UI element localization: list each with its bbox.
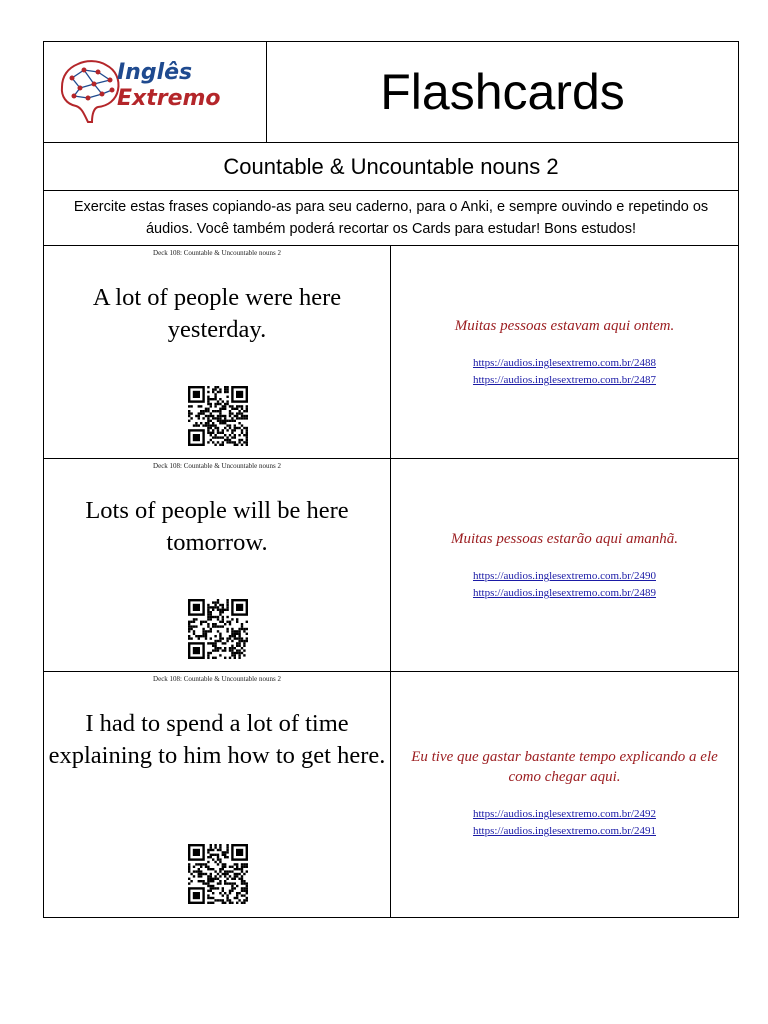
deck-label: Deck 108: Countable & Uncountable nouns 2 (153, 675, 281, 683)
header (44, 42, 738, 143)
audio-link[interactable]: https://audios.inglesextremo.com.br/2491 (472, 825, 656, 837)
logo (44, 42, 267, 142)
brain-network-icon (58, 54, 122, 130)
audio-link[interactable]: https://audios.inglesextremo.com.br/2489 (472, 587, 656, 599)
card-front (44, 672, 391, 917)
audio-link[interactable]: https://audios.inglesextremo.com.br/2488 (472, 357, 656, 369)
instructions: Exercite estas frases copiando-as para seu caderno, para o Anki, e sempre ouvindo e repetindo os áudios. Você também poderá recortar os Cards para estudar! Bons estudos! (44, 191, 738, 246)
english-sentence: A lot of people were here yesterday. (92, 284, 342, 343)
card-back (391, 246, 738, 458)
page-title: Flashcards (380, 64, 625, 120)
deck-subtitle: Countable & Uncountable nouns 2 (44, 143, 738, 191)
english-sentence: Lots of people will be here tomorrow. (85, 497, 349, 556)
audio-links (391, 355, 738, 389)
flashcard-sheet (43, 41, 739, 918)
portuguese-translation: Eu tive que gastar bastante tempo explicando a ele como chegar aqui. (411, 749, 718, 785)
card-back (391, 672, 738, 917)
qr-code-icon[interactable] (188, 386, 248, 446)
deck-label: Deck 108: Countable & Uncountable nouns 2 (153, 462, 281, 470)
english-sentence: I had to spend a lot of time explaining to him how to get here. (48, 710, 386, 769)
flashcard (44, 246, 738, 459)
portuguese-translation: Muitas pessoas estarão aqui amanhã. (450, 531, 679, 547)
audio-link[interactable]: https://audios.inglesextremo.com.br/2487 (472, 374, 656, 386)
deck-label: Deck 108: Countable & Uncountable nouns 2 (153, 249, 281, 257)
flashcard (44, 672, 738, 917)
card-back (391, 459, 738, 671)
card-front (44, 246, 391, 458)
card-front (44, 459, 391, 671)
audio-links (391, 568, 738, 602)
logo-line-2: Extremo (117, 86, 221, 111)
logo-wordmark (117, 60, 221, 112)
flashcard (44, 459, 738, 672)
qr-code-icon[interactable] (188, 844, 248, 904)
audio-link[interactable]: https://audios.inglesextremo.com.br/2492 (472, 808, 656, 820)
logo-line-1: Inglês (117, 60, 193, 85)
audio-links (391, 806, 738, 840)
portuguese-translation: Muitas pessoas estavam aqui ontem. (454, 318, 675, 334)
qr-code-icon[interactable] (188, 599, 248, 659)
audio-link[interactable]: https://audios.inglesextremo.com.br/2490 (472, 570, 656, 582)
